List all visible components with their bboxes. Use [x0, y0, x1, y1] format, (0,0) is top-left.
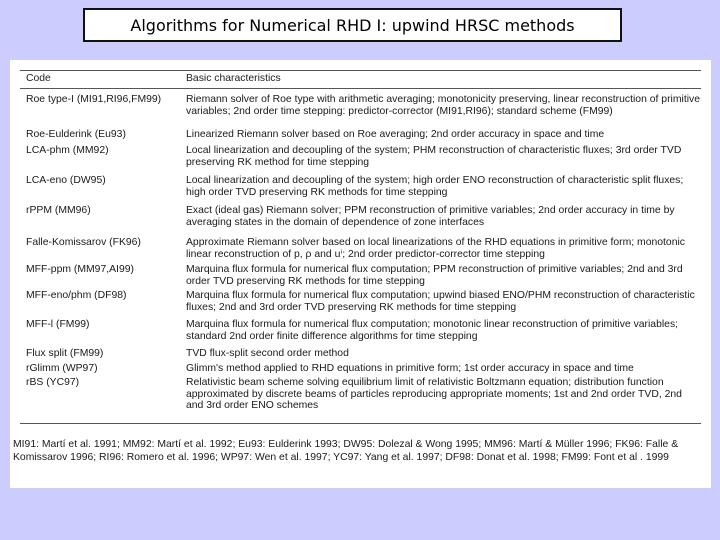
table-row: [26, 175, 701, 198]
table-bottom-rule: [20, 423, 701, 424]
method-description: Relativistic beam scheme solving equilibrium limit of relativistic Boltzmann equation; distribution function approximated by discrete beams of particles reproducing appropriate moments; 1st and 2nd order TVD, 2nd and 3rd order ENO schemes: [186, 377, 682, 412]
table-row: [26, 348, 701, 360]
method-description: Glimm's method applied to RHD equations in primitive form; 1st order accuracy in space and time: [186, 363, 634, 374]
method-code: rGlimm (WP97): [26, 363, 98, 374]
column-header-code: Code: [26, 73, 51, 84]
method-description: Exact (ideal gas) Riemann solver; PPM reconstruction of primitive variables; 2nd order accuracy in time by averaging states in the domain of dependence of zone interfaces: [186, 205, 675, 228]
table-row: [26, 129, 701, 141]
table-top-rule: [20, 70, 701, 71]
table-row: [26, 290, 701, 313]
method-description: Approximate Riemann solver based on local linearizations of the RHD equations in primitive form; monotonic linear reconstruction of p, ρ and uⁱ; 2nd order predictor-corrector time stepping: [186, 237, 685, 260]
table-row: [26, 237, 701, 260]
table-row: [26, 145, 701, 168]
column-header-basic-characteristics: Basic characteristics: [186, 73, 281, 84]
method-description: TVD flux-split second order method: [186, 348, 349, 359]
references-footnote: MI91: Martí et al. 1991; MM92: Martí et al. 1992; Eu93: Eulderink 1993; DW95: Dolezal & Wong 1995; MM96: Martí & Müller 1996; FK96: Falle & Komissarov 1996; RI96: Romero et al. 1996; WP97: Wen et al. 1997; YC97: Yang et al. 1997; DF98: Donat et al. 1998; FM99: Font et al . 1999: [13, 439, 679, 464]
method-description: Marquina flux formula for numerical flux computation; PPM reconstruction of primitive variables; 2nd and 3rd order TVD preserving RK methods for time stepping: [186, 264, 683, 287]
slide-title: Algorithms for Numerical RHD I: upwind HRSC methods: [83, 8, 622, 42]
method-code: LCA-phm (MM92): [26, 145, 109, 156]
table-row: [26, 363, 701, 375]
method-description: Riemann solver of Roe type with arithmetic averaging; monotonicity preserving, linear reconstruction of primitive variables; 2nd order time stepping: predictor-corrector (MI91,RI96); standard scheme (FM99): [186, 94, 700, 117]
method-code: MFF-eno/phm (DF98): [26, 290, 127, 301]
methods-table: [10, 60, 711, 488]
table-row: [26, 205, 701, 228]
method-description: Marquina flux formula for numerical flux computation; upwind biased ENO/PHM reconstruction of characteristic fluxes; 2nd and 3rd order TVD preserving RK methods for time stepping: [186, 290, 695, 313]
method-description: Linearized Riemann solver based on Roe averaging; 2nd order accuracy in space and time: [186, 129, 605, 140]
method-code: rPPM (MM96): [26, 205, 91, 216]
method-description: Marquina flux formula for numerical flux computation; monotonic linear reconstruction of primitive variables; standard 2nd order finite difference algorithms for time stepping: [186, 319, 679, 342]
table-row: [26, 377, 701, 412]
method-description: Local linearization and decoupling of the system; high order ENO reconstruction of characteristic split fluxes; high order TVD preserving RK methods for time stepping: [186, 175, 684, 198]
table-header-rule: [20, 88, 701, 89]
table-row: [26, 319, 701, 342]
method-code: MFF-l (FM99): [26, 319, 90, 330]
method-code: Falle-Komissarov (FK96): [26, 237, 141, 248]
table-row: [26, 94, 701, 117]
method-code: LCA-eno (DW95): [26, 175, 106, 186]
method-code: Roe type-I (MI91,RI96,FM99): [26, 94, 162, 105]
method-description: Local linearization and decoupling of the system; PHM reconstruction of characteristic fluxes; 3rd order TVD preserving RK method for time stepping: [186, 145, 682, 168]
table-row: [26, 264, 701, 287]
method-code: MFF-ppm (MM97,AI99): [26, 264, 134, 275]
method-code: Flux split (FM99): [26, 348, 104, 359]
method-code: rBS (YC97): [26, 377, 80, 388]
method-code: Roe-Eulderink (Eu93): [26, 129, 126, 140]
